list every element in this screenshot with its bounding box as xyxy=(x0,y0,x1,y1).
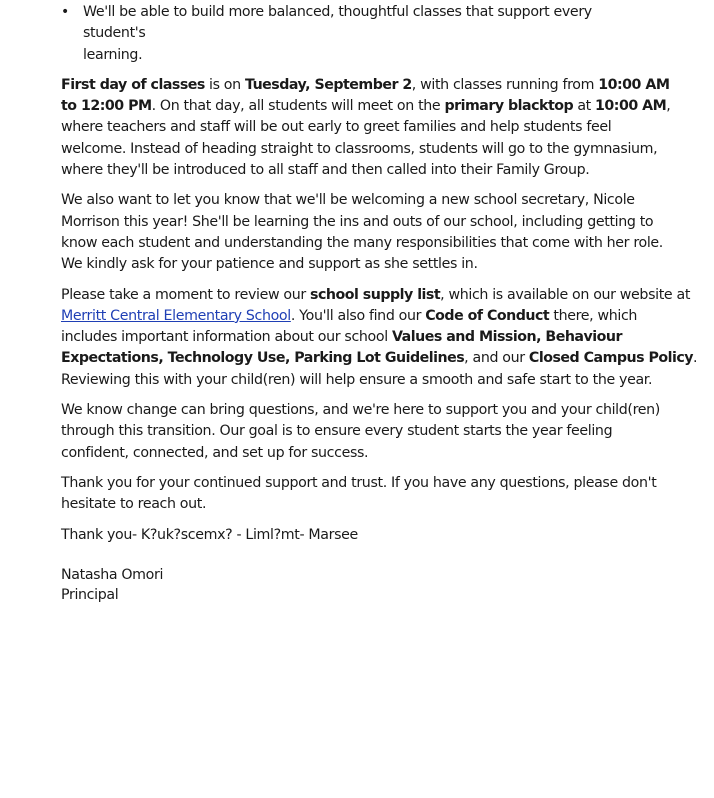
text-span: . You'll also find our xyxy=(290,307,426,324)
paragraph-new-secretary xyxy=(61,190,663,275)
text-span: , xyxy=(666,98,671,115)
text-span: includes important information about our school xyxy=(61,329,392,346)
start-time: 10:00 AM xyxy=(598,76,670,93)
paragraph-support xyxy=(61,400,660,464)
text-span: , which is available on our website at xyxy=(440,286,691,303)
first-day-label: First day of classes xyxy=(61,76,205,93)
text-line: Morrison this year! She'll be learning the ins and outs of our school, including getting to xyxy=(61,213,654,230)
paragraph-closing xyxy=(61,525,656,546)
text-line: Reviewing this with your child(ren) will help ensure a smooth and safe start to the year. xyxy=(61,371,653,388)
paragraph-supply-list xyxy=(61,285,698,391)
text-span: at xyxy=(573,98,596,115)
text-line: confident, connected, and set up for success. xyxy=(61,444,369,461)
text-line: where teachers and staff will be out early to greet families and help students feel xyxy=(61,119,612,136)
text-line: We also want to let you know that we'll be welcoming a new school secretary, Nicole xyxy=(61,192,635,209)
policies-label: Expectations, Technology Use, Parking Lot Guidelines xyxy=(61,350,465,367)
text-line: through this transition. Our goal is to ensure every student starts the year feeling xyxy=(61,423,613,440)
text-span: is on xyxy=(204,76,245,93)
school-website-link[interactable]: Merritt Central Elementary School xyxy=(61,307,291,324)
signature-block xyxy=(61,565,656,605)
text-line: We know change can bring questions, and we're here to support you and your child(ren) xyxy=(61,402,660,419)
text-span: . On that day, all students will meet on the xyxy=(151,98,445,115)
paragraph-first-day xyxy=(61,75,671,181)
text-span: , with classes running from xyxy=(411,76,599,93)
signer-name: Natasha Omori xyxy=(61,566,164,583)
bullet-item xyxy=(61,2,656,66)
bullet-text-line-1: We'll be able to build more balanced, thoughtful classes that support every student's xyxy=(83,4,592,42)
school-supply-list-label: school supply list xyxy=(310,286,441,303)
text-line: Thank you- K?uk?scemx? - Liml?mt- Marsee xyxy=(61,526,358,543)
text-line: We kindly ask for your patience and support as she settles in. xyxy=(61,256,478,273)
code-of-conduct-label: Code of Conduct xyxy=(425,307,550,324)
text-line: where they'll be introduced to all staff and then called into their Family Group. xyxy=(61,162,590,179)
closed-campus-policy-label: Closed Campus Policy xyxy=(528,350,694,367)
text-span: . xyxy=(693,350,698,367)
bullet-list xyxy=(61,2,656,66)
meeting-location: primary blacktop xyxy=(444,98,574,115)
bullet-text-line-2: learning. xyxy=(83,46,143,63)
text-line: know each student and understanding the many responsibilities that come with her role. xyxy=(61,234,663,251)
values-mission-label: Values and Mission, Behaviour xyxy=(391,329,622,346)
text-line: hesitate to reach out. xyxy=(61,496,207,513)
text-span: Please take a moment to review our xyxy=(61,286,311,303)
end-time: to 12:00 PM xyxy=(61,98,152,115)
meeting-time: 10:00 AM xyxy=(595,98,667,115)
signer-title: Principal xyxy=(61,586,119,603)
bullet-marker: • xyxy=(61,4,69,20)
paragraph-thank-you xyxy=(61,473,656,516)
text-span: , and our xyxy=(464,350,529,367)
text-line: welcome. Instead of heading straight to classrooms, students will go to the gymnasium, xyxy=(61,140,658,157)
first-day-date: Tuesday, September 2 xyxy=(244,76,412,93)
text-line: Thank you for your continued support and trust. If you have any questions, please don't xyxy=(61,474,657,491)
text-span: there, which xyxy=(549,307,638,324)
